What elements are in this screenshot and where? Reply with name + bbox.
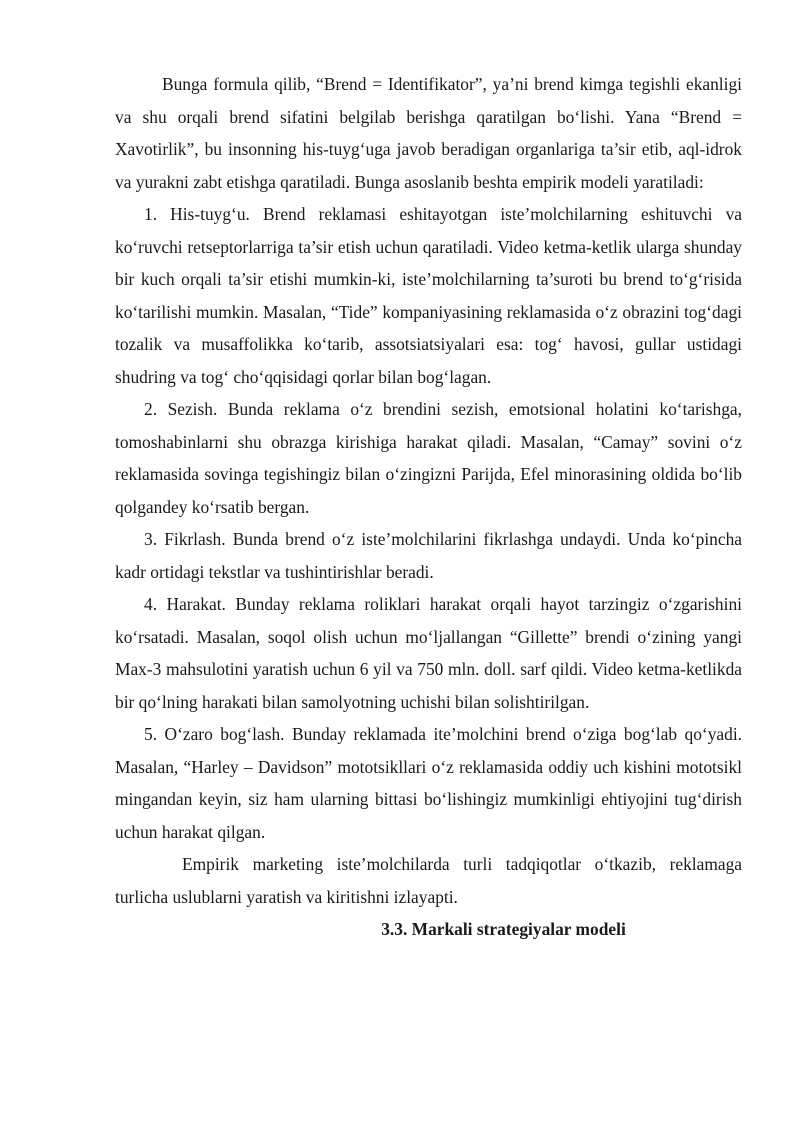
list-item-1: 1. His-tuyg‘u. Brend reklamasi eshitayotgan iste’molchilarning eshituvchi va ko‘ruvchi retseptorlarriga ta’sir etish uchun qaratiladi. Video ketma-ketlik ularga shunday bir kuch orqali ta’sir etishi mumkin-ki, iste’molchilarning ta’suroti bu brend to‘g‘risida ko‘tarilishi mumkin. Masalan, “Tide” kompaniyasining reklamasida o‘z obrazini tog‘dagi tozalik va musaffolikka ko‘tarib, assotsiatsiyalari esa: tog‘ havosi, gullar ustidagi shudring va tog‘ cho‘qqisidagi qorlar bilan bog‘lagan. [115,204,742,387]
list-item-4: 4. Harakat. Bunday reklama roliklari harakat orqali hayot tarzingiz o‘zgarishini ko‘rsatadi. Masalan, soqol olish uchun mo‘ljallangan “Gillette” brendi o‘zining yangi Max-3 mahsulotini yaratish uchun 6 yil va 750 mln. doll. sarf qildi. Video ketma-ketlikda bir qo‘lning harakati bilan samolyotning uchishi bilan solishtirilgan. [115,594,742,712]
list-item-2: 2. Sezish. Bunda reklama o‘z brendini sezish, emotsional holatini ko‘tarishga, tomoshabinlarni shu obrazga kirishiga harakat qiladi. Masalan, “Camay” sovini o‘z reklamasida sovinga tegishingiz bilan o‘zingizni Parijda, Efel minorasining oldida bo‘lib qolgandey ko‘rsatib bergan. [115,399,742,517]
document-page [115,68,742,946]
intro-paragraph: Bunga formula qilib, “Brend = Identifikator”, ya’ni brend kimga tegishli ekanligi va shu orqali brend sifatini belgilab berishga qaratilgan bo‘lishi. Yana “Brend = Xavotirlik”, bu insonning his-tuyg‘uga javob beradigan organlariga ta’sir etib, aql-idrok va yurakni zabt etishga qaratiladi. Bunga asoslanib beshta empirik modeli yaratiladi: [115,74,742,192]
list-item-3: 3. Fikrlash. Bunda brend o‘z iste’molchilarini fikrlashga undaydi. Unda ko‘pincha kadr ortidagi tekstlar va tushintirishlar beradi. [115,529,742,582]
list-item-5: 5. O‘zaro bog‘lash. Bunday reklamada ite’molchini brend o‘ziga bog‘lab qo‘yadi. Masalan, “Harley – Davidson” mototsikllari o‘z reklamasida oddiy uch kishini mototsikl mingandan keyin, siz ham ularning bittasi bo‘lishingiz mumkinligi ehtiyojini tug‘dirish uchun harakat qilgan. [115,724,742,842]
closing-paragraph: Empirik marketing iste’molchilarda turli tadqiqotlar o‘tkazib, reklamaga turlicha uslublarni yaratish va kiritishni izlayapti. [115,854,742,907]
section-heading: 3.3. Markali strategiyalar modeli [381,919,626,939]
